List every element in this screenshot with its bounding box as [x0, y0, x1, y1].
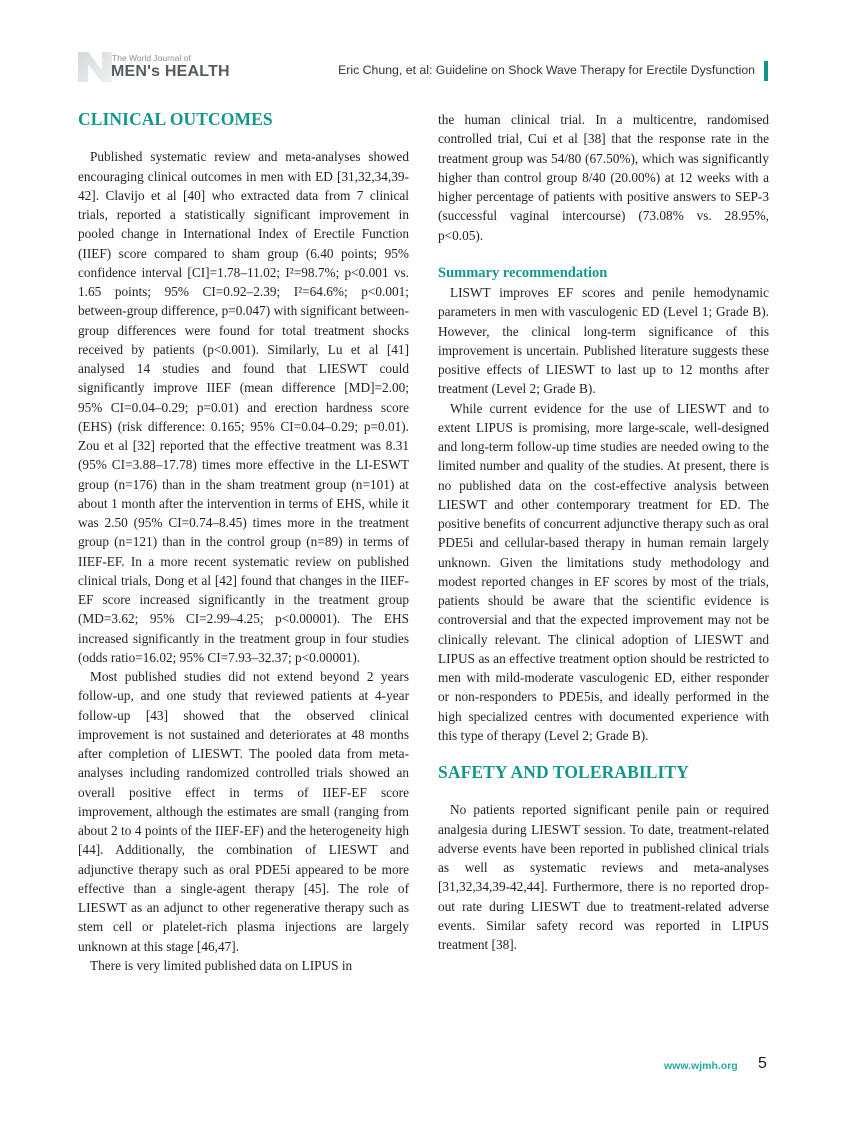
journal-logo	[78, 52, 248, 84]
paragraph: There is very limited published data on LIPUS in	[90, 957, 353, 973]
paragraph: While current evidence for the use of LIESWT and to extent LIPUS is promising, more large-scale, well-designed and long-term follow-up time studies are needed owing to the limited number and quality of the studies. At present, there is no published data on the cost-effective analysis between LIESWT and other contemporary treatment for ED. The positive benefits of concurrent adjunctive therapy such as oral PDE5i and cellular-based therapy in human remain largely unknown. Given the limitations study methodology and modest reported changes in EF scores by most of the trials, patients should be aware that the scientific evidence is controversial and that the expected improvement may not be clinically relevant. The clinical adoption of LIESWT and LIPUS as an effective treatment option should be restricted to men with mild-moderate vasculogenic ED, either responder or non-responders to PDE5is, and ideally performed in the high specialized centres with documented experience with this type of therapy (Level 2; Grade B).	[438, 400, 769, 743]
logo-title: MEN's HEALTH	[111, 63, 230, 80]
left-column	[78, 110, 409, 975]
header-accent-bar	[764, 61, 768, 81]
page-number: 5	[758, 1055, 767, 1072]
paragraph: the human clinical trial. In a multicentre, randomised controlled trial, Cui et al [38] that the response rate in the treatment group was 54/80 (67.50%), which was significantly higher than control group 8/40 (20.00%) at 12 weeks with a higher percentage of patients with positive answers to SEP-3 (successful vaginal intercourse) (73.08% vs. 28.95%, p<0.05).	[438, 112, 769, 243]
subheading-summary-recommendation: Summary recommendation	[438, 264, 608, 281]
footer-url[interactable]: www.wjmh.org	[664, 1060, 738, 1072]
running-head: Eric Chung, et al: Guideline on Shock Wave Therapy for Erectile Dysfunction	[338, 63, 755, 77]
logo-subtitle: The World Journal of	[112, 53, 191, 63]
paragraph: LISWT improves EF scores and penile hemodynamic parameters in men with vasculogenic ED (Level 1; Grade B). However, the clinical long-term significance of this improvement is uncertain. Published literature suggests these positive effects of LIESWT to last up to 12 months after treatment (Level 2; Grade B).	[438, 285, 769, 397]
section-heading-safety: SAFETY AND TOLERABILITY	[438, 762, 689, 782]
logo-mark	[78, 52, 112, 82]
paragraph: Published systematic review and meta-analyses showed encouraging clinical outcomes in men with ED [31,32,34,39-42]. Clavijo et al [40] who extracted data from 7 clinical trials, reported a statistically significant improvement in pooled change in International Index of Erectile Function (IIEF) score compared to sham group (6.40 points; 95% confidence interval [CI]=1.78–11.02; I²=98.7%; p<0.001 vs. 1.65 points; 95% CI=0.92–2.39; I²=64.6%; p<0.001; between-group difference, p=0.047) with significant between-group differences were found for total treatment shocks received by patients (p<0.001). Similarly, Lu et al [41] analysed 14 studies and found that LIESWT could significantly improve IIEF (mean difference [MD]=2.00; 95% CI=0.04–0.29; p=0.01) and erection hardness score (EHS) (risk difference: 0.165; 95% CI=0.04–0.29; p=0.01). Zou et al [32] reported that the effective treatment was 8.31 (95% CI=3.88–17.78) times more effective in the LI-ESWT group (n=176) than in the sham treatment group (n=101) at about 1 month after the intervention in terms of EHS, while it was 2.50 (95% CI=0.74–8.45) times more in the treatment group (n=121) than in the control group (n=89) in terms of IIEF-EF. In a more recent systematic review on published clinical trials, Dong et al [42] found that changes in the IIEF-EF score increased significantly in the treatment group (MD=3.62; 95% CI=2.99–4.25; p<0.00001). The EHS increased significantly in the treatment group in four studies (odds ratio=16.02; 95% CI=7.93–32.37; p<0.00001).	[78, 149, 409, 665]
right-column	[438, 110, 769, 954]
section-heading-clinical-outcomes: CLINICAL OUTCOMES	[78, 109, 273, 129]
paragraph: No patients reported significant penile pain or required analgesia during LIESWT session. To date, treatment-related adverse events have been reported in published clinical trials as well as systematic reviews and meta-analyses [31,32,34,39-42,44]. Furthermore, there is no reported drop-out rate during LIESWT due to treatment-related adverse events. Similar safety record was reported in LIPUS treatment [38].	[438, 802, 769, 952]
paragraph: Most published studies did not extend beyond 2 years follow-up, and one study that reviewed patients at 4-year follow-up [43] showed that the observed clinical improvement is not sustained and deteriorates at 48 months after completion of LIESWT. The pooled data from meta-analyses including randomized controlled trials showed an overall positive effect in terms of IIEF-EF score improvement, although the estimates are small (ranging from about 2 to 4 points of the IIEF-EF) and the heterogeneity high [44]. Additionally, the combination of LIESWT and adjunctive therapy such as oral PDE5i appeared to be more effective than a single-agent therapy [45]. The role of LIESWT as an adjunct to other regenerative therapy such as stem cell or platelet-rich plasma injections are largely unknown at this stage [46,47].	[78, 669, 409, 954]
